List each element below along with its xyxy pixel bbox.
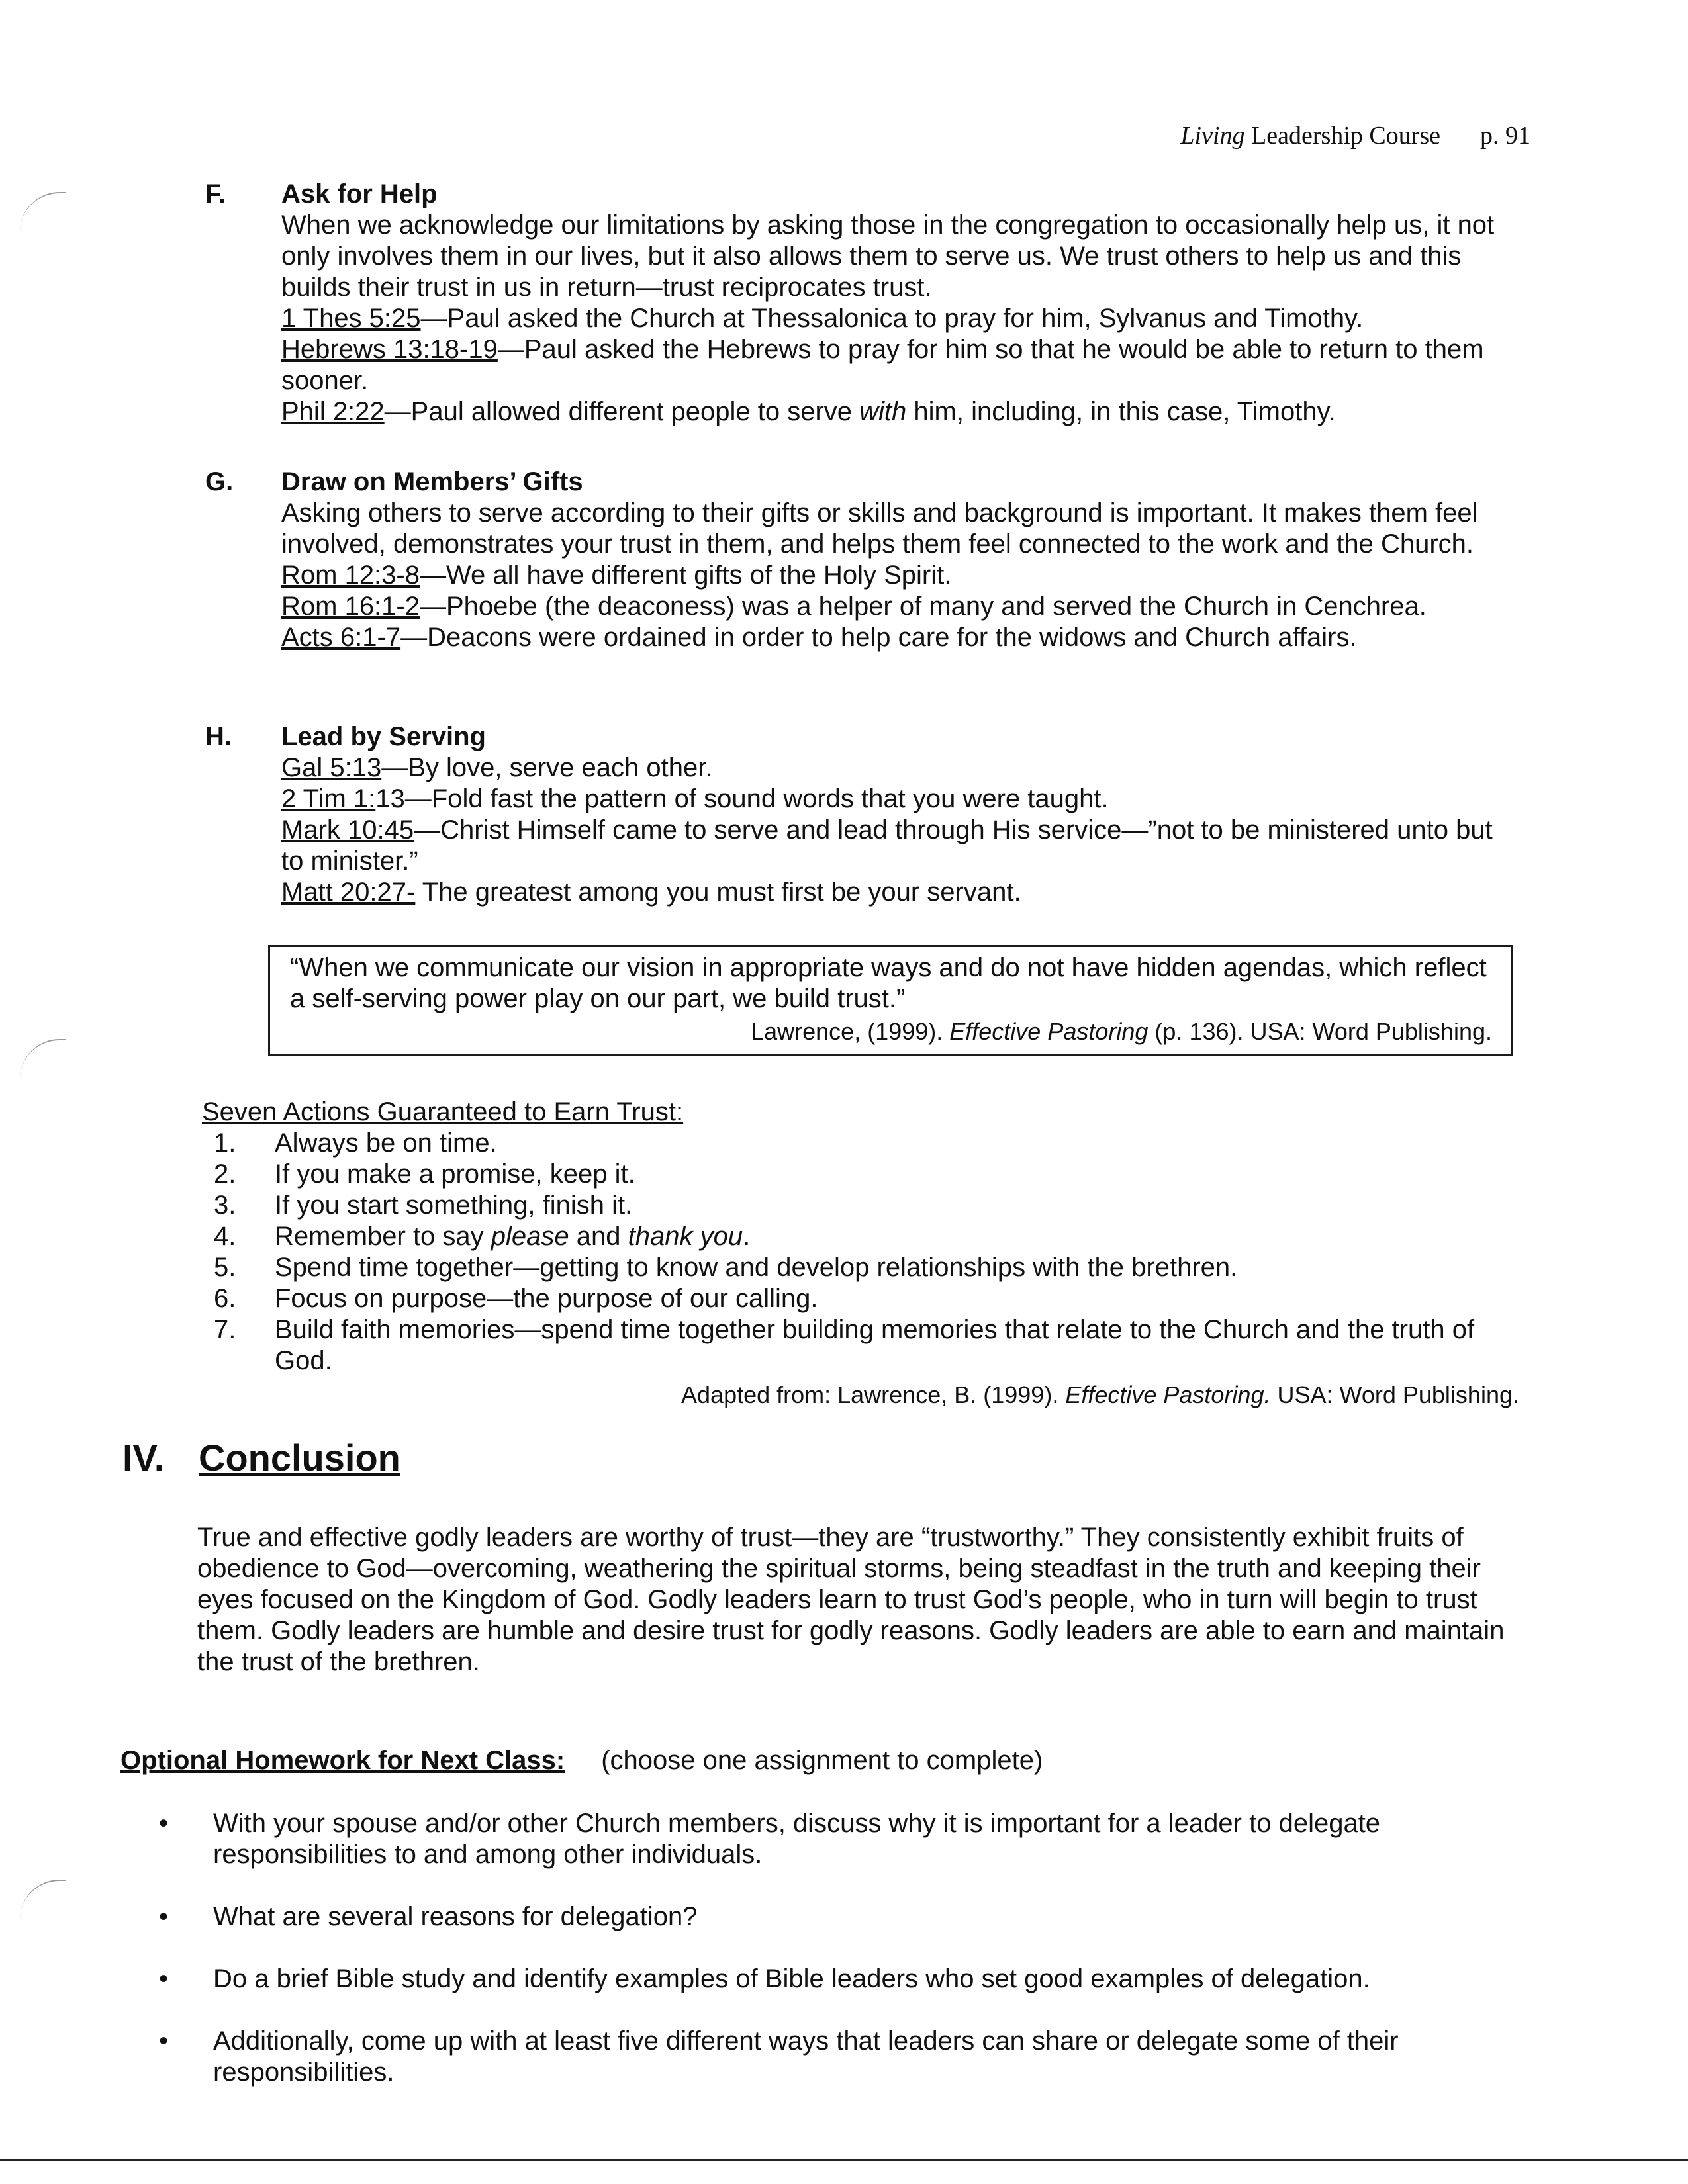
scripture-note: —By love, serve each other.	[381, 753, 713, 782]
quote-box	[268, 945, 1513, 1056]
scripture-note: —Paul allowed different people to serve	[384, 397, 860, 426]
section-numeral: IV.	[122, 1437, 165, 1479]
citation-publisher: USA: Word Publishing.	[1270, 1381, 1519, 1408]
scripture-line	[281, 622, 1516, 653]
scripture-line	[281, 591, 1516, 622]
item-text: With your spouse and/or other Church members, discuss why it is important for a leader to delegate responsibilities to and among other individuals.	[213, 1809, 1381, 1869]
scripture-line	[281, 784, 1516, 815]
scripture-reference: Acts 6:1-7	[281, 623, 401, 652]
item-text: If you start something, finish it.	[275, 1191, 633, 1220]
scripture-reference: Matt 20:27-	[281, 878, 416, 907]
emphasis: thank you	[628, 1222, 743, 1251]
list-item	[202, 1190, 1519, 1221]
item-number: 6.	[214, 1284, 236, 1313]
list-item	[202, 1314, 1519, 1377]
scripture-reference: Rom 16:1-2	[281, 592, 420, 621]
scripture-line	[281, 560, 1516, 591]
scripture-reference: Rom 12:3-8	[281, 561, 420, 590]
section-title: Ask for Help	[281, 179, 438, 208]
item-text: Spend time together—getting to know and develop relationships with the brethren.	[275, 1253, 1238, 1282]
scripture-reference: 2 Tim 1:	[281, 784, 376, 813]
section-body: Asking others to serve according to their gifts or skills and background is important. It makes them feel involved, demonstrates your trust in them, and helps them feel connected to the work and the Church.	[281, 498, 1478, 559]
scripture-note: him, including, in this case, Timothy.	[906, 397, 1336, 426]
bullet-icon: •	[159, 1902, 169, 1931]
scripture-line	[281, 752, 1516, 784]
scripture-line	[281, 396, 1516, 428]
conclusion-heading	[122, 1436, 400, 1480]
homework-title	[120, 1745, 1043, 1776]
quote-citation	[290, 1016, 1492, 1047]
list-item	[202, 1221, 1519, 1252]
item-number: 5.	[214, 1253, 236, 1282]
scripture-note: —Phoebe (the deaconess) was a helper of many and served the Church in Cenchrea.	[419, 592, 1427, 621]
seven-actions	[202, 1097, 1519, 1410]
list-item	[159, 2026, 1516, 2088]
page-bottom-rule	[0, 2159, 1688, 2161]
citation-title: Effective Pastoring.	[1065, 1381, 1271, 1408]
section-f	[205, 179, 1516, 428]
scripture-note: —We all have different gifts of the Holy Spirit.	[419, 561, 952, 590]
scan-artifact	[20, 1039, 66, 1080]
item-number: 3.	[214, 1191, 236, 1220]
item-number: 1.	[214, 1128, 236, 1158]
homework-list	[159, 1808, 1516, 2088]
scripture-note: —Deacons were ordained in order to help care for the widows and Church affairs.	[400, 623, 1357, 652]
bullet-icon: •	[159, 1964, 169, 1993]
scripture-note: 13—Fold fast the pattern of sound words that you were taught.	[375, 784, 1109, 813]
scripture-line	[281, 334, 1516, 396]
list-item	[159, 1808, 1516, 1870]
scripture-note: The greatest among you must first be your servant.	[415, 878, 1021, 907]
item-text: Always be on time.	[275, 1128, 497, 1158]
section-title: Conclusion	[199, 1437, 400, 1479]
bullet-icon: •	[159, 2026, 169, 2056]
bullet-icon: •	[159, 1809, 169, 1838]
section-letter: F.	[205, 179, 226, 208]
list-item	[202, 1252, 1519, 1283]
emphasis: please	[491, 1222, 569, 1251]
scripture-line	[281, 303, 1516, 334]
scripture-reference: Phil 2:22	[281, 397, 385, 426]
item-text: Additionally, come up with at least five different ways that leaders can share or delegate some of their responsibilities.	[213, 2026, 1399, 2087]
scan-artifact	[20, 192, 66, 233]
scripture-line	[281, 877, 1516, 908]
list-item	[202, 1159, 1519, 1190]
item-text: If you make a promise, keep it.	[275, 1160, 635, 1189]
item-text: What are several reasons for delegation?	[213, 1902, 698, 1931]
section-letter: G.	[205, 467, 234, 496]
section-g	[205, 467, 1516, 653]
item-text: Focus on purpose—the purpose of our calling.	[275, 1284, 818, 1313]
scripture-note: —Christ Himself came to serve and lead through His service—”not to be ministered unto but to minister.”	[281, 815, 1493, 876]
conclusion-text: True and effective godly leaders are worthy of trust—they are “trustworthy.” They consistently exhibit fruits of obedience to God—overcoming, weathering the spiritual storms, being steadfast in the truth and keeping their eyes focused on the Kingdom of God. Godly leaders learn to trust God’s people, who in turn will begin to trust them. Godly leaders are humble and desire trust for godly reasons. Godly leaders are able to earn and maintain the trust of the brethren.	[197, 1523, 1505, 1676]
citation-title: Effective Pastoring	[949, 1018, 1149, 1045]
item-text: and	[569, 1222, 628, 1251]
list-item	[159, 1901, 1516, 1933]
section-title: Lead by Serving	[281, 722, 486, 751]
scan-artifact	[20, 1880, 66, 1921]
homework-label: Optional Homework for Next Class:	[120, 1746, 565, 1775]
item-number: 2.	[214, 1160, 236, 1189]
actions-title: Seven Actions Guaranteed to Earn Trust:	[202, 1097, 684, 1126]
scripture-reference: Hebrews 13:18-19	[281, 335, 498, 364]
scripture-reference: 1 Thes 5:25	[281, 304, 421, 333]
list-item	[202, 1283, 1519, 1314]
scripture-reference: Mark 10:45	[281, 815, 414, 844]
quote-text: “When we communicate our vision in appropriate ways and do not have hidden agendas, which reflect a self-serving power play on our part, we build trust.”	[290, 953, 1487, 1013]
section-h	[205, 721, 1516, 908]
section-body: When we acknowledge our limitations by asking those in the congregation to occasionally help us, it not only involves them in our lives, but it also allows them to serve us. We trust others to help us and this builds their trust in us in return—trust reciprocates trust.	[281, 210, 1495, 302]
adapted-citation	[202, 1379, 1519, 1410]
list-item	[202, 1128, 1519, 1159]
list-item	[159, 1964, 1516, 1995]
citation-author: Lawrence, (1999).	[751, 1018, 950, 1045]
homework-note: (choose one assignment to complete)	[601, 1746, 1043, 1775]
actions-list	[202, 1128, 1519, 1377]
scripture-note: —Paul asked the Church at Thessalonica to pray for him, Sylvanus and Timothy.	[420, 304, 1364, 333]
item-text: Remember to say	[275, 1222, 491, 1251]
item-number: 4.	[214, 1222, 236, 1251]
item-number: 7.	[214, 1315, 236, 1344]
course-name: Leadership Course	[1244, 122, 1440, 150]
section-title: Draw on Members’ Gifts	[281, 467, 583, 496]
citation-author: Adapted from: Lawrence, B. (1999).	[681, 1381, 1066, 1408]
course-name-italic: Living	[1180, 122, 1245, 150]
citation-publisher: (p. 136). USA: Word Publishing.	[1148, 1018, 1492, 1045]
item-text: Build faith memories—spend time together building memories that relate to the Church and the truth of God.	[275, 1315, 1475, 1375]
scripture-line	[281, 815, 1516, 877]
scripture-note: —Paul asked the Hebrews to pray for him so that he would be able to return to them sooner.	[281, 335, 1484, 395]
item-text: .	[743, 1222, 751, 1251]
page-number: p. 91	[1480, 122, 1530, 150]
emphasis: with	[859, 397, 907, 426]
page-header	[1180, 120, 1530, 151]
scripture-reference: Gal 5:13	[281, 753, 382, 782]
item-text: Do a brief Bible study and identify examples of Bible leaders who set good examples of delegation.	[213, 1964, 1370, 1993]
section-letter: H.	[205, 722, 232, 751]
